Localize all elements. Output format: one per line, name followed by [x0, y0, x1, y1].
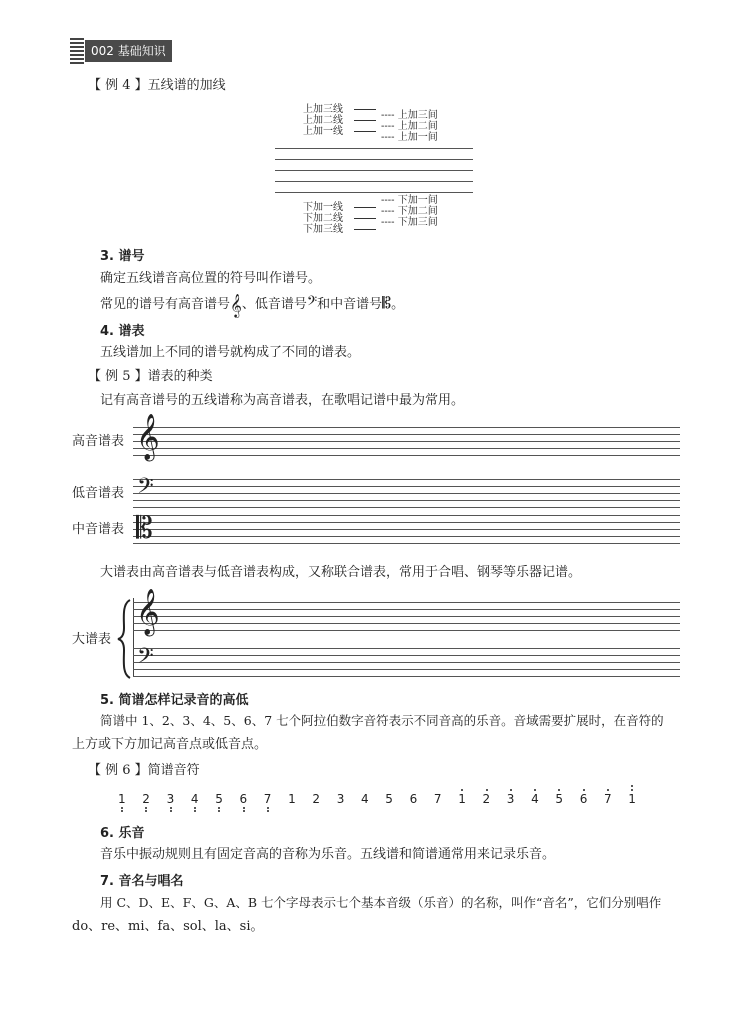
sec4-line3: 大谱表由高音谱表与低音谱表构成，又称联合谱表，常用于合唱、钢琴等乐器记谱。 [100, 565, 582, 580]
sec6-line1: 音乐中振动规则且有固定音高的音称为乐音。五线谱和简谱通常用来记录乐音。 [100, 847, 556, 862]
low-dot [218, 810, 220, 812]
upper-space-label: ---- 上加二间 [381, 121, 438, 132]
bass-staff-label: 低音谱表 [72, 486, 125, 501]
low-dot [218, 807, 220, 809]
grand-bass-staff [133, 642, 680, 682]
high-dot [631, 789, 633, 791]
sec5-line2: 上方或下方加记高音点或低音点。 [72, 737, 268, 752]
sec4-line2: 记有高音谱号的五线谱称为高音谱表，在歌唱记谱中最为常用。 [100, 393, 465, 408]
bass-clef-icon: 𝄢 [137, 474, 154, 504]
jianpu-note: 1 [288, 792, 296, 806]
jianpu-note: 5 [555, 792, 564, 806]
upper-space-label: ---- 上加一间 [381, 132, 438, 143]
jianpu-note: 3 [166, 792, 175, 806]
high-dot [486, 789, 488, 791]
sec7-line2: do、re、mi、fa、sol、la、si。 [72, 919, 264, 934]
high-dot [607, 789, 609, 791]
upper-line-label: 上加三线 [303, 104, 343, 115]
sec3-line1: 确定五线谱音高位置的符号叫作谱号。 [100, 271, 322, 286]
lower-space-label: ---- 下加一间 [381, 195, 438, 206]
sec5-line1: 简谱中 1、2、3、4、5、6、7 七个阿拉伯数字音符表示不同音高的乐音。音域需要扩展时，在音符的 [100, 713, 664, 728]
low-dot [267, 810, 269, 812]
treble-staff-label: 高音谱表 [72, 434, 125, 449]
alto-clef-icon: 𝄡 [382, 293, 392, 312]
bass-staff [133, 472, 680, 512]
upper-space-label: ---- 上加三间 [381, 110, 438, 121]
ex5-title: 【 例 5 】谱表的种类 [88, 369, 213, 384]
lower-line-label: 下加二线 [303, 213, 343, 224]
jianpu-note: 3 [506, 792, 515, 806]
treble-clef-icon: 𝄞 [230, 293, 242, 317]
jianpu-note: 7 [433, 792, 442, 806]
jianpu-note: 5 [215, 792, 223, 806]
jianpu-note: 6 [409, 792, 418, 806]
bass-clef-icon: 𝄢 [306, 293, 318, 312]
lower-line-label: 下加三线 [303, 224, 343, 235]
ex6-title: 【 例 6 】简谱音符 [88, 763, 200, 778]
high-dot [534, 789, 536, 791]
alto-staff-label: 中音谱表 [72, 522, 125, 537]
jianpu-note: 2 [142, 792, 150, 806]
high-dot [583, 789, 585, 791]
low-dot [121, 810, 123, 812]
sec5-heading: 5. 简谱怎样记录音的高低 [100, 693, 249, 708]
page-header-bars [70, 38, 84, 64]
high-dot [631, 785, 633, 787]
lower-line-label: 下加一线 [303, 202, 343, 213]
sec4-line1: 五线谱加上不同的谱号就构成了不同的谱表。 [100, 345, 361, 360]
ledger-lines-diagram [270, 100, 490, 240]
treble-clef-icon: 𝄞 [136, 414, 160, 460]
high-dot [510, 789, 512, 791]
low-dot [145, 810, 147, 812]
jianpu-note: 3 [336, 792, 345, 806]
sec7-heading: 7. 音名与唱名 [100, 874, 184, 889]
page-header-label: 002 基础知识 [85, 40, 172, 62]
jianpu-note: 7 [263, 792, 272, 806]
low-dot [243, 810, 245, 812]
sec3-line2: 常见的谱号有高音谱号𝄞、低音谱号𝄢和中音谱号𝄡。 [100, 293, 405, 317]
jianpu-note: 4 [190, 792, 199, 806]
high-dot [558, 789, 560, 791]
lower-space-label: ---- 下加二间 [381, 206, 438, 217]
lower-space-label: ---- 下加三间 [381, 217, 438, 228]
treble-clef-icon: 𝄞 [136, 589, 160, 635]
grand-staff-label: 大谱表 [72, 632, 112, 647]
high-dot [461, 789, 463, 791]
jianpu-notes-row [112, 788, 642, 812]
treble-staff [133, 414, 680, 460]
low-dot [243, 807, 245, 809]
low-dot [267, 807, 269, 809]
jianpu-note: 4 [361, 792, 369, 806]
sec4-heading: 4. 谱表 [100, 324, 145, 339]
low-dot [170, 807, 172, 809]
jianpu-note: 6 [239, 792, 248, 806]
bass-clef-icon: 𝄢 [137, 644, 154, 674]
low-dot [194, 810, 196, 812]
jianpu-note: 1 [628, 792, 636, 806]
low-dot [145, 807, 147, 809]
alto-staff [133, 510, 680, 550]
low-dot [194, 807, 196, 809]
jianpu-note: 4 [531, 792, 539, 806]
upper-line-label: 上加二线 [303, 115, 343, 126]
jianpu-note: 6 [579, 792, 588, 806]
jianpu-note: 7 [604, 792, 612, 806]
low-dot [170, 810, 172, 812]
sec3-heading: 3. 谱号 [100, 249, 145, 264]
low-dot [121, 807, 123, 809]
upper-line-label: 上加一线 [303, 126, 343, 137]
grand-treble-staff [133, 589, 680, 636]
sec6-heading: 6. 乐音 [100, 826, 145, 841]
sec7-line1: 用 C、D、E、F、G、A、B 七个字母表示七个基本音级（乐音）的名称，叫作“音名”，它们分别唱作 [100, 895, 662, 910]
jianpu-note: 1 [118, 792, 126, 806]
ex4-title: 【 例 4 】五线谱的加线 [88, 78, 226, 93]
jianpu-note: 2 [482, 792, 491, 806]
grand-staff-brace [116, 598, 134, 680]
jianpu-note: 2 [312, 792, 321, 806]
jianpu-note: 5 [385, 792, 393, 806]
alto-clef-icon: 𝄡 [136, 511, 153, 546]
jianpu-note: 1 [458, 792, 466, 806]
